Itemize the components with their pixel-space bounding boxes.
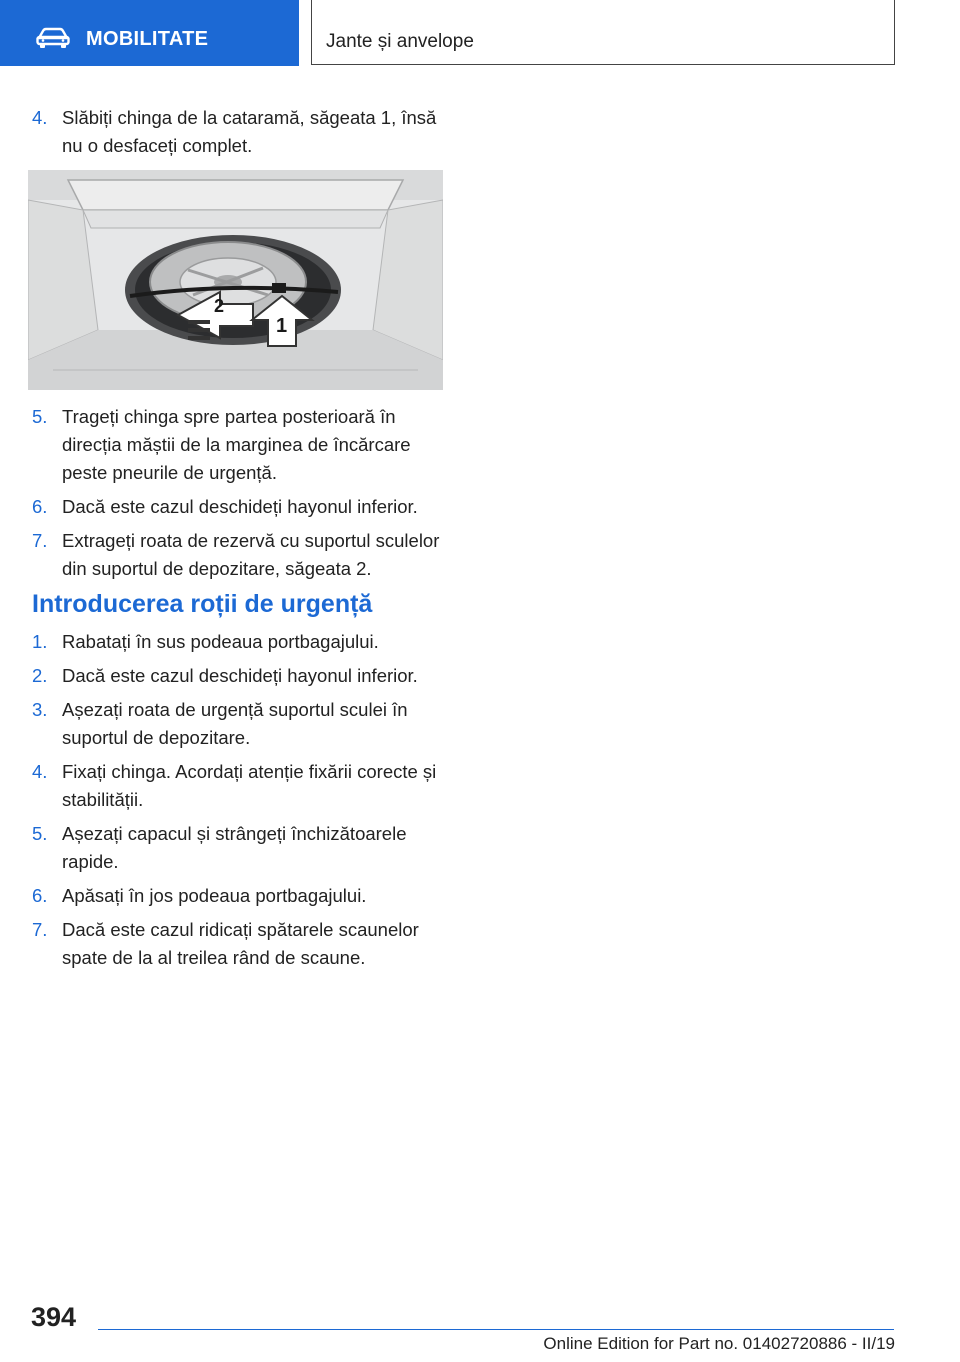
list-item [32,662,448,690]
step-text: Dacă este cazul deschideți hayonul inferior. [62,496,418,517]
step-text: Dacă este cazul ridicați spătarele scaunelor spate de la al treilea rând de scaune. [62,919,419,968]
step-number: 4. [32,107,48,128]
step-text: Așezați capacul și strângeți închizătoarele rapide. [62,823,407,872]
chapter-tab[interactable] [0,0,299,66]
step-number: 5. [32,823,48,844]
step-number: 2. [32,665,48,686]
step-number: 7. [32,530,48,551]
section-header [311,0,895,65]
steps-before-figure [32,104,448,160]
car-icon [36,27,70,49]
page-number: 394 [31,1302,77,1332]
chapter-label: MOBILITATE [86,28,209,50]
step-number: 1. [32,631,48,652]
list-item [32,104,448,160]
spare-wheel-illustration [28,170,443,390]
step-number: 3. [32,699,48,720]
steps-after-figure [32,403,448,589]
list-item [32,403,448,487]
footer-edition: Online Edition for Part no. 01402720886 - II/19 [543,1334,895,1353]
step-number: 6. [32,496,48,517]
step-text: Dacă este cazul deschideți hayonul inferior. [62,665,418,686]
section-steps [32,628,448,978]
step-text: Trageți chinga spre partea posterioară în direcția măștii de la marginea de încărcare peste pneurile de urgență. [62,406,411,483]
footer-divider [98,1329,894,1330]
step-text: Așezați roata de urgență suportul sculei în suportul de depozitare. [62,699,408,748]
list-item [32,493,448,521]
arrow-2-label: 2 [214,296,225,316]
section-title-header: Jante și anvelope [326,31,474,52]
list-item [32,758,448,814]
step-text: Fixați chinga. Acordați atenție fixării corecte și stabilității. [62,761,437,810]
list-item [32,882,448,910]
arrow-1-label: 1 [276,315,288,337]
list-item [32,916,448,972]
section-heading: Introducerea roții de urgență [32,590,373,618]
step-number: 4. [32,761,48,782]
step-number: 6. [32,885,48,906]
step-text: Extrageți roata de rezervă cu suportul sculelor din suportul de depozitare, săgeata 2. [62,530,440,579]
step-text: Apăsați în jos podeaua portbagajului. [62,885,367,906]
step-text: Rabatați în sus podeaua portbagajului. [62,631,379,652]
list-item [32,696,448,752]
step-number: 7. [32,919,48,940]
step-number: 5. [32,406,48,427]
list-item [32,527,448,583]
list-item [32,628,448,656]
step-text: Slăbiți chinga de la cataramă, săgeata 1, însă nu o desfaceți complet. [62,107,437,156]
list-item [32,820,448,876]
